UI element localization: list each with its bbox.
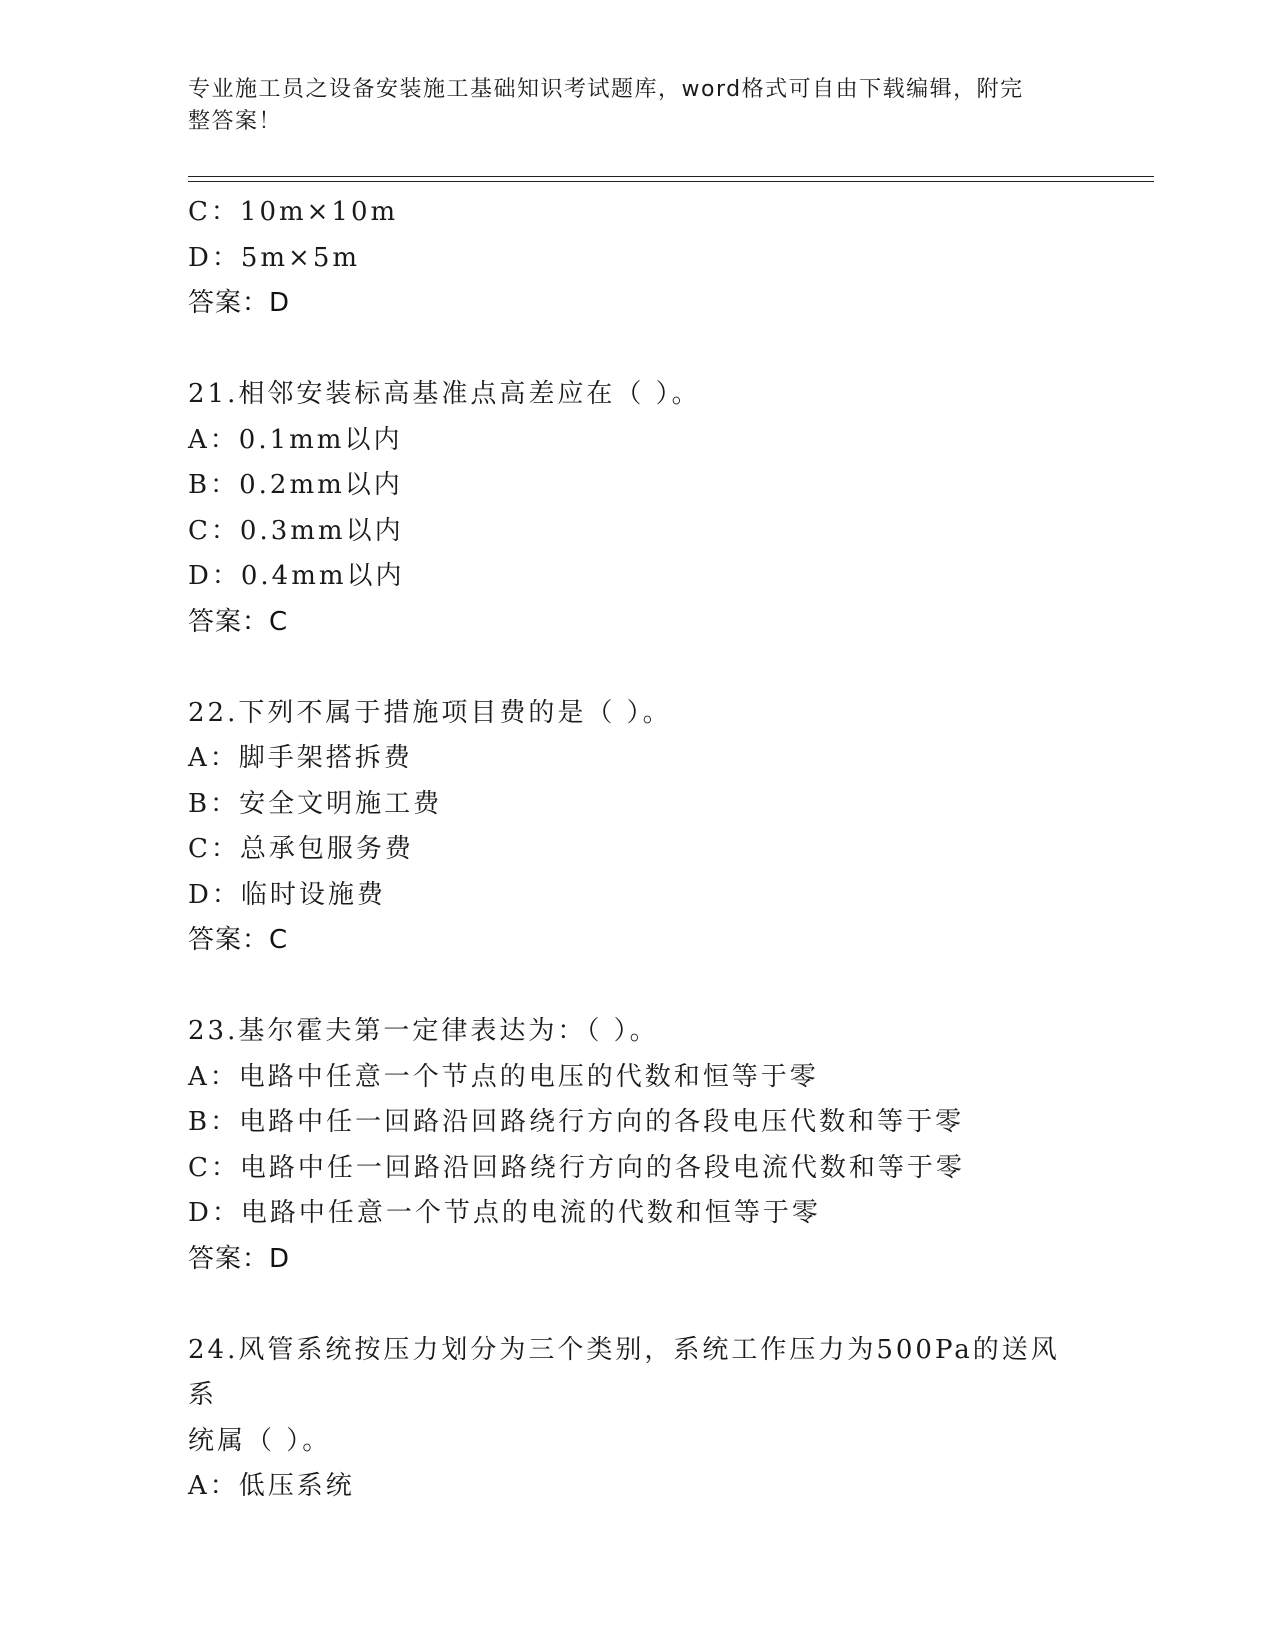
option-c <box>188 190 1108 236</box>
answer-line: 答案：D <box>188 1243 291 1274</box>
option-text: 总承包服务费 <box>239 834 414 864</box>
option-text: 电路中任一回路沿回路绕行方向的各段电压代数和等于零 <box>239 1107 965 1137</box>
header-line-2: 整答案！ <box>188 109 283 134</box>
option-text: 10m×10m <box>239 197 399 227</box>
option-label: D： <box>188 1198 241 1228</box>
answer-line: 答案：C <box>188 925 289 955</box>
answer-line: 答案：C <box>188 606 289 637</box>
answer-line: 答案：D <box>188 288 291 318</box>
spacer <box>188 327 1108 373</box>
option-label: C： <box>188 197 240 227</box>
option-text: 0.1mm以内 <box>238 424 403 455</box>
option-label: B： <box>188 1107 240 1137</box>
option-label: A： <box>188 1471 239 1501</box>
option-text: 0.3mm以内 <box>239 515 404 546</box>
spacer <box>188 1282 1108 1328</box>
question-24-stem-line-1: 24.风管系统按压力划分为三个类别，系统工作压力为500Pa的送风系 <box>188 1334 1060 1410</box>
option-b <box>188 463 1108 509</box>
option-a <box>188 1464 1108 1510</box>
header-divider-top <box>188 176 1154 177</box>
option-label: B： <box>188 788 240 819</box>
option-label: A： <box>188 424 239 455</box>
option-label: A： <box>188 743 239 773</box>
option-text: 电路中任意一个节点的电压的代数和恒等于零 <box>238 1061 819 1092</box>
option-d <box>188 873 1108 919</box>
question-24-stem <box>188 1328 1088 1465</box>
header-divider-bottom <box>188 181 1154 182</box>
option-d <box>188 554 1108 600</box>
option-label: C： <box>188 515 240 546</box>
option-c <box>188 1146 1108 1192</box>
option-text: 0.4mm以内 <box>240 561 405 591</box>
option-a <box>188 418 1108 464</box>
question-24-stem-line-2: 统属（ ）。 <box>188 1425 332 1456</box>
option-label: D： <box>188 879 241 910</box>
option-c <box>188 827 1108 873</box>
question-list <box>188 190 1108 1510</box>
option-c <box>188 509 1108 555</box>
spacer <box>188 964 1108 1010</box>
option-text: 脚手架搭拆费 <box>238 743 413 773</box>
option-text: 低压系统 <box>238 1471 355 1501</box>
option-label: A： <box>188 1061 239 1092</box>
option-a <box>188 1055 1108 1101</box>
spacer <box>188 645 1108 691</box>
option-d <box>188 1191 1108 1237</box>
header-line-1: 专业施工员之设备安装施工基础知识考试题库，word格式可自由下载编辑，附完 <box>188 77 1024 102</box>
question-22-stem: 22.下列不属于措施项目费的是（ ）。 <box>188 697 672 728</box>
option-text: 电路中任一回路沿回路绕行方向的各段电流代数和等于零 <box>239 1152 965 1183</box>
option-label: D： <box>188 242 241 273</box>
option-b <box>188 1100 1108 1146</box>
option-text: 0.2mm以内 <box>239 470 403 500</box>
option-a <box>188 736 1108 782</box>
document-header <box>188 74 1068 138</box>
option-label: C： <box>188 1152 240 1183</box>
option-b <box>188 782 1108 828</box>
option-text: 5m×5m <box>240 242 361 273</box>
option-text: 安全文明施工费 <box>239 788 443 819</box>
question-21-stem: 21.相邻安装标高基准点高差应在（ ）。 <box>188 379 701 409</box>
option-label: C： <box>188 834 240 864</box>
question-23-stem: 23.基尔霍夫第一定律表达为：（ ）。 <box>188 1016 659 1046</box>
option-text: 临时设施费 <box>240 879 386 910</box>
option-text: 电路中任意一个节点的电流的代数和恒等于零 <box>240 1198 821 1228</box>
option-d <box>188 236 1108 282</box>
option-label: D： <box>188 561 241 591</box>
option-label: B： <box>188 470 240 500</box>
